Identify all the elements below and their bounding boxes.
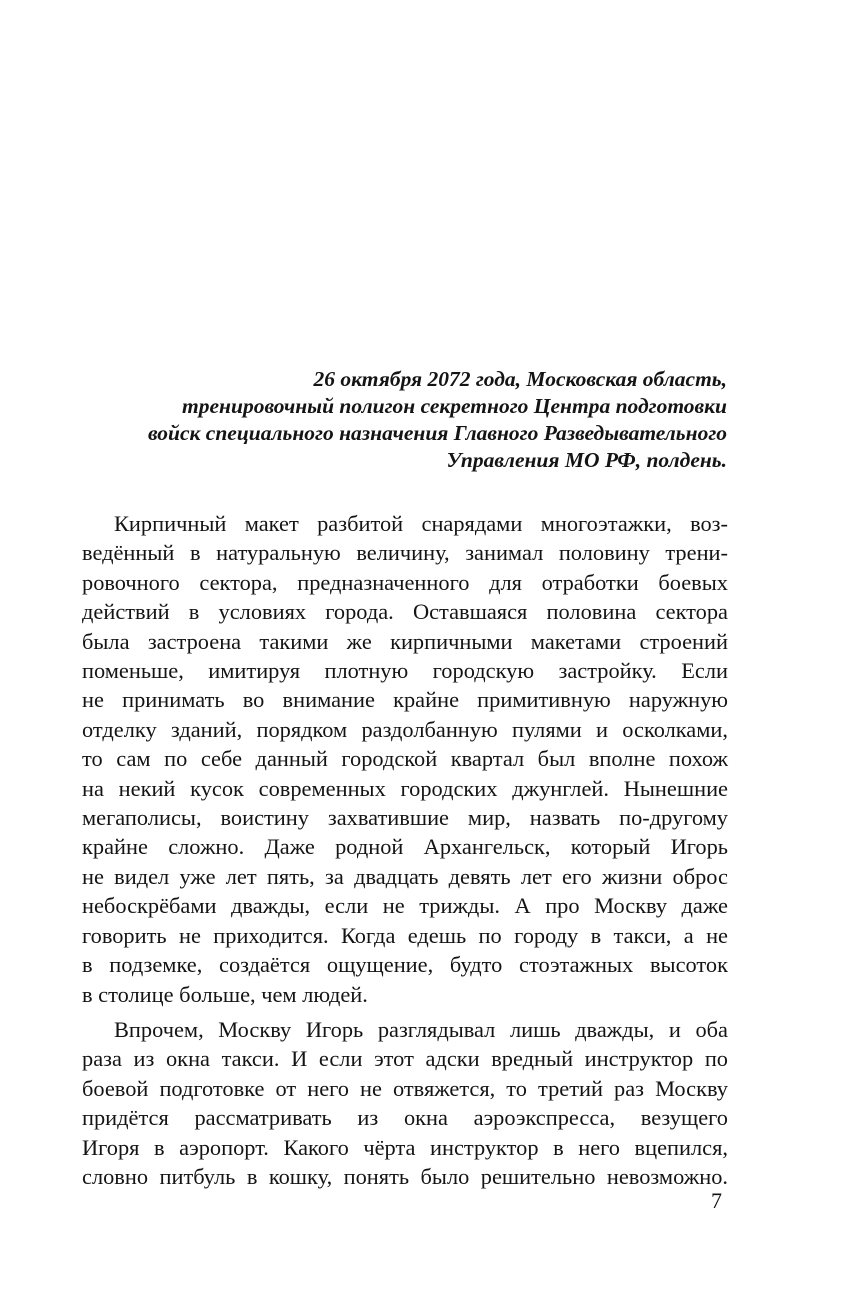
text-line: на некий кусок современных городских джунглей. Нынешние	[82, 775, 728, 801]
chapter-epigraph	[87, 366, 727, 474]
text-line: была застроена такими же кирпичными макетами строений	[82, 628, 728, 654]
text-line: раза из окна такси. И если этот адски вредный инструктор по	[82, 1046, 728, 1072]
text-line: Игоря в аэропорт. Какого чёрта инструктор в него вцепился,	[82, 1134, 728, 1160]
text-line: действий в условиях города. Оставшаяся половина сектора	[82, 599, 728, 625]
text-line: не принимать во внимание крайне примитивную наружную	[82, 687, 728, 713]
text-line: Кирпичный макет разбитой снарядами многоэтажки, воз-	[114, 511, 728, 536]
text-line: мегаполисы, воистину захватившие мир, назвать по-другому	[82, 805, 728, 831]
paragraph-2	[82, 1015, 728, 1191]
text-line: говорить не приходится. Когда едешь по городу в такси, а не	[82, 922, 728, 948]
text-line: Впрочем, Москву Игорь разглядывал лишь дважды, и оба	[114, 1016, 728, 1042]
text-line: не видел уже лет пять, за двадцать девять лет его жизни оброс	[82, 863, 728, 889]
text-line: в столице больше, чем людей.	[82, 981, 368, 1007]
epigraph-line: тренировочный полигон секретного Центра подготовки	[182, 394, 727, 418]
text-line: ведённый в натуральную величину, занимал половину трени-	[82, 540, 728, 566]
text-line: в подземке, создаётся ощущение, будто стоэтажных высоток	[82, 952, 728, 978]
body-text	[82, 509, 728, 1191]
text-line: небоскрёбами дважды, если не трижды. А про Москву даже	[82, 893, 728, 919]
text-line: отделку зданий, порядком раздолбанную пулями и осколками,	[82, 716, 728, 742]
text-line: придётся рассматривать из окна аэроэкспресса, везущего	[82, 1105, 728, 1131]
text-line: поменьше, имитируя плотную городскую застройку. Если	[82, 658, 728, 684]
page-number: 7	[711, 1188, 722, 1213]
epigraph-line: Управления МО РФ, полдень.	[446, 448, 727, 472]
text-line: то сам по себе данный городской квартал был вполне похож	[82, 746, 728, 772]
text-line: ровочного сектора, предназначенного для отработки боевых	[82, 569, 728, 595]
epigraph-line: 26 октября 2072 года, Московская область,	[313, 367, 727, 391]
epigraph-line: войск специального назначения Главного Разведывательного	[147, 421, 727, 445]
text-line: боевой подготовке от него не отвяжется, то третий раз Москву	[82, 1075, 728, 1101]
text-line: крайне сложно. Даже родной Архангельск, который Игорь	[82, 834, 728, 860]
text-line: словно питбуль в кошку, понять было решительно невозможно.	[82, 1163, 728, 1189]
paragraph-1	[82, 509, 728, 1009]
